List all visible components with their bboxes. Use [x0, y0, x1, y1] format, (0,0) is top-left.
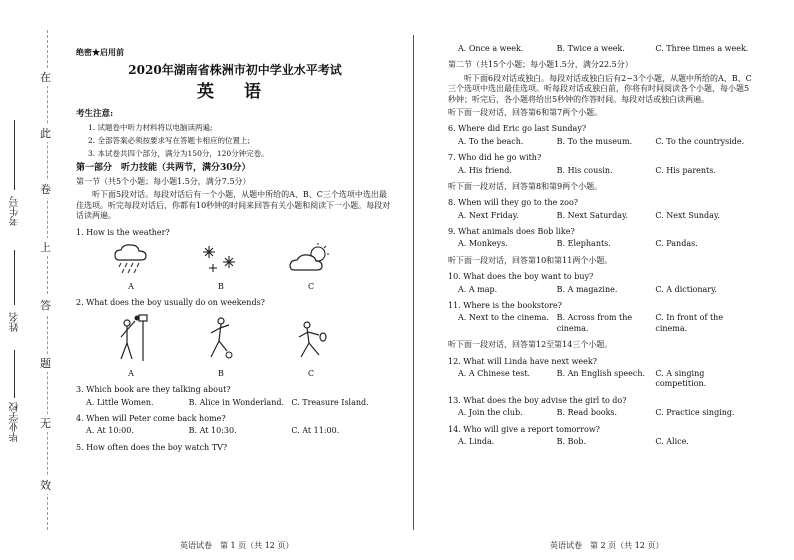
- option-a: A. Once a week.: [458, 44, 524, 53]
- seal-dashed-line: [47, 30, 48, 530]
- rain-cloud-icon: [111, 242, 151, 276]
- field-line-exam-number: [14, 120, 15, 190]
- question-5-options: [448, 44, 754, 54]
- option-a: A. At 10:00.: [86, 426, 134, 436]
- section-instruction: 听下面5段对话。每段对话后有一个小题，从题中所给的A、B、C三个选项中选出最佳选项。听完每段对话后，你都有10秒钟的时间来回答有关小题和阅读下一小题。每段对话读两遍。: [76, 190, 391, 221]
- option-a: A. Next Friday.: [458, 210, 519, 220]
- question-4: 4. When will Peter come back home?: [76, 413, 226, 423]
- field-label-name: 姓名: [10, 312, 21, 332]
- question-11: 11. Where is the bookstore?: [448, 301, 562, 311]
- question-12-options: [448, 369, 754, 390]
- option-c: C. A dictionary.: [655, 284, 718, 294]
- question-4-options: [76, 426, 394, 436]
- question-13: 13. What does the boy advise the girl to do?: [448, 395, 627, 405]
- option-c: C. A singing competition.: [655, 368, 707, 389]
- option-a: A. To the beach.: [458, 136, 524, 146]
- option-a: A. Next to the cinema.: [458, 313, 549, 323]
- option-a: A. Linda.: [458, 436, 495, 446]
- page-divider: [413, 35, 414, 530]
- question-11-options: [448, 313, 754, 334]
- question-7-options: [448, 166, 754, 176]
- option-c: [276, 313, 346, 379]
- field-label-exam-number: 考生号: [10, 196, 21, 226]
- option-a: A. His friend.: [458, 165, 512, 175]
- option-a: [96, 242, 166, 292]
- seal-char: 在: [40, 68, 51, 86]
- option-a: [96, 313, 166, 379]
- question-13-options: [448, 408, 754, 418]
- page-2: [448, 40, 754, 530]
- option-c: [276, 242, 346, 292]
- seal-char: 上: [40, 238, 51, 256]
- page-footer: 英语试卷 第 2 页（共 12 页）: [550, 541, 664, 550]
- question-1-images: [86, 242, 356, 292]
- seal-char: 答: [40, 296, 51, 314]
- option-c: C. His parents.: [655, 165, 716, 175]
- field-line-name: [14, 250, 15, 305]
- question-10-options: [448, 285, 754, 295]
- option-b: B. At 10:30.: [188, 426, 237, 436]
- dialogue-lead: 听下面一段对话，回答第6和第7两个小题。: [448, 107, 603, 117]
- field-label-school: 毕业学校: [10, 402, 21, 442]
- option-b: [186, 242, 256, 292]
- dialogue-lead: 听下面一段对话，回答第10和第11两个小题。: [448, 255, 613, 265]
- option-b: B. Alice in Wonderland.: [188, 397, 285, 407]
- option-a: A. Little Women.: [86, 397, 154, 407]
- note-item: 1. 试题卷中听力材料将以电脑读两遍;: [88, 123, 213, 133]
- option-c: C. Next Sunday.: [655, 210, 720, 220]
- question-12: 12. What will Linda have next week?: [448, 356, 598, 366]
- section-heading: 第一节（共5个小题；每小题1.5分，满分7.5分）: [76, 177, 251, 187]
- option-b: B. Twice a week.: [556, 44, 625, 53]
- option-label: A: [128, 368, 134, 378]
- seal-char: 无: [40, 414, 51, 432]
- question-6: 6. Where did Eric go last Sunday?: [448, 124, 587, 134]
- option-b: B. Across from the cinema.: [556, 313, 633, 333]
- dialogue-lead: 听下面一段对话，回答第8和第9两个小题。: [448, 181, 603, 191]
- option-b: B. Elephants.: [556, 239, 611, 249]
- question-1: 1. How is the weather?: [76, 227, 170, 237]
- option-a: A. Monkeys.: [458, 239, 508, 249]
- binding-margin: [0, 0, 68, 560]
- option-a: A. A map.: [458, 284, 498, 294]
- option-b: B. Next Saturday.: [556, 210, 628, 220]
- note-item: 3. 本试卷共四个部分，满分为150分，120分钟完卷。: [88, 148, 269, 158]
- question-7: 7. Who did he go with?: [448, 153, 542, 163]
- option-c: C. Treasure Island.: [291, 397, 369, 407]
- question-6-options: [448, 137, 754, 147]
- option-b: B. His cousin.: [556, 165, 613, 175]
- option-c: C. Alice.: [655, 436, 689, 446]
- option-c: C. Practice singing.: [655, 408, 735, 418]
- option-label: B: [218, 368, 224, 378]
- option-label: C: [307, 368, 315, 378]
- snow-icon: [201, 242, 241, 276]
- option-c: C. At 11:00.: [291, 426, 340, 436]
- question-14-options: [448, 437, 754, 447]
- question-5: 5. How often does the boy watch TV?: [76, 442, 228, 452]
- option-c: C. In front of the cinema.: [655, 313, 724, 333]
- option-label: B: [218, 282, 224, 292]
- option-c: C. Pandas.: [655, 239, 698, 249]
- section-instruction: 听下面6段对话或独白。每段对话或独白后有2~3个小题，从题中所给的A、B、C三个选项中选出最佳选项。听每段对话或独白前，你将有时间阅读各个小题，每小题5秒钟；听完后，各小题将给出5秒钟的作答时间。每段对话或独白读两遍。: [448, 73, 752, 104]
- football-player-icon: [201, 313, 241, 363]
- exam-title: 2020年湖南省株洲市初中学业水平考试: [128, 63, 342, 78]
- option-b: B. An English speech.: [556, 368, 646, 378]
- option-b: B. Bob.: [556, 436, 586, 446]
- option-a: A. A Chinese test.: [458, 368, 531, 378]
- option-c: C. To the countryside.: [655, 136, 745, 146]
- question-14: 14. Who will give a report tomorrow?: [448, 424, 600, 434]
- badminton-player-icon: [291, 313, 331, 363]
- page-footer: 英语试卷 第 1 页（共 12 页）: [180, 541, 294, 550]
- exam-subject: 英 语: [197, 81, 273, 102]
- seal-char: 效: [40, 476, 51, 494]
- confidential-mark: 绝密★启用前: [76, 47, 124, 57]
- basketball-player-icon: [111, 313, 151, 363]
- seal-char: 题: [40, 354, 51, 372]
- partly-cloudy-icon: [288, 242, 334, 276]
- page-1: [76, 40, 394, 530]
- question-2: 2. What does the boy usually do on weekends?: [76, 298, 265, 308]
- notes-heading: 考生注意:: [76, 109, 114, 120]
- option-label: C: [307, 282, 315, 292]
- seal-char: 此: [40, 124, 51, 142]
- option-b: B. Read books.: [556, 408, 618, 418]
- section-heading: 第二节（共15个小题；每小题1.5分，满分22.5分）: [448, 60, 633, 70]
- option-c: C. Three times a week.: [655, 44, 749, 53]
- question-9-options: [448, 239, 754, 249]
- option-a: A. Join the club.: [458, 408, 523, 418]
- dialogue-lead: 听下面一段对话，回答第12至第14三个小题。: [448, 340, 613, 350]
- question-10: 10. What does the boy want to buy?: [448, 272, 594, 282]
- question-8: 8. When will they go to the zoo?: [448, 198, 579, 208]
- question-3: 3. Which book are they talking about?: [76, 385, 231, 395]
- option-label: A: [128, 282, 134, 292]
- question-3-options: [76, 398, 394, 408]
- question-2-images: [86, 313, 356, 379]
- option-b: B. To the museum.: [556, 136, 633, 146]
- question-8-options: [448, 211, 754, 221]
- question-9: 9. What animals does Bob like?: [448, 227, 575, 237]
- seal-char: 卷: [40, 180, 51, 198]
- option-b: [186, 313, 256, 379]
- part-heading: 第一部分 听力技能（共两节，满分30分）: [76, 163, 251, 174]
- field-line-school: [14, 350, 15, 398]
- option-b: B. A magazine.: [556, 284, 618, 294]
- note-item: 2. 全部答案必须按要求写在答题卡相应的位置上;: [88, 135, 251, 145]
